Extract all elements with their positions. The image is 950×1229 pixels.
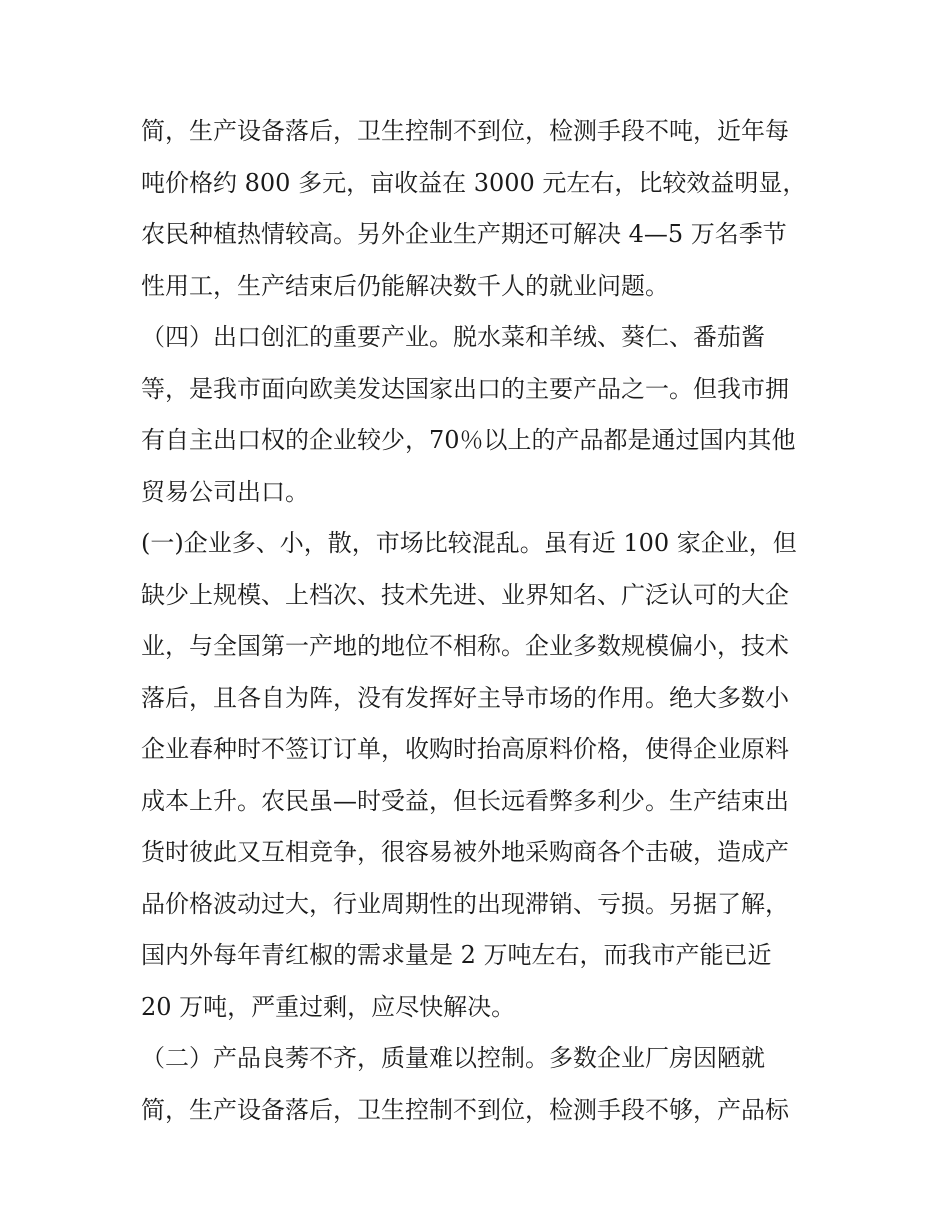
text-line: 20 万吨，严重过剩，应尽快解决。 — [141, 992, 516, 1021]
text-line: 业，与全国第一产地的地位不相称。企业多数规模偏小，技术 — [141, 632, 789, 660]
text-line: 简，生产设备落后，卫生控制不到位，检测手段不吨，近年每 — [141, 117, 789, 145]
section-heading-line: （四）出口创汇的重要产业。脱水菜和羊绒、葵仁、番茄酱 — [141, 323, 765, 351]
text-line: 有自主出口权的企业较少，70％以上的产品都是通过国内其他 — [141, 426, 796, 454]
text-line: 缺少上规模、上档次、技术先进、业界知名、广泛认可的大企 — [141, 580, 789, 609]
body-text — [141, 106, 821, 1136]
text-line: 简，生产设备落后，卫生控制不到位，检测手段不够，产品标 — [141, 1095, 789, 1124]
text-line: 品价格波动过大，行业周期性的出现滞销、亏损。另据了解， — [141, 889, 789, 918]
text-line: 吨价格约 800 多元，亩收益在 3000 元左右，比较效益明显， — [141, 168, 807, 197]
section-heading-line: （二）产品良莠不齐，质量难以控制。多数企业厂房因陋就 — [141, 1044, 765, 1072]
text-line: 等，是我市面向欧美发达国家出口的主要产品之一。但我市拥 — [141, 374, 789, 403]
text-line: 落后，且各自为阵，没有发挥好主导市场的作用。绝大多数小 — [141, 683, 789, 712]
text-line: 贸易公司出口。 — [141, 477, 309, 506]
section-heading-line: (一)企业多、小，散，市场比较混乱。虽有近 100 家企业，但 — [141, 529, 797, 557]
text-line: 货时彼此又互相竞争，很容易被外地采购商各个击破，造成产 — [141, 838, 789, 866]
text-line: 成本上升。农民虽—时受益，但长远看弊多利少。生产结束出 — [141, 786, 789, 815]
text-line: 企业春种时不签订订单，收购时抬高原料价格，使得企业原料 — [141, 735, 789, 763]
text-line: 国内外每年青红椒的需求量是 2 万吨左右，而我市产能已近 — [141, 941, 772, 969]
text-line: 性用工，生产结束后仍能解决数千人的就业问题。 — [141, 271, 669, 300]
text-line: 农民种植热情较高。另外企业生产期还可解决 4—5 万名季节 — [141, 220, 787, 248]
